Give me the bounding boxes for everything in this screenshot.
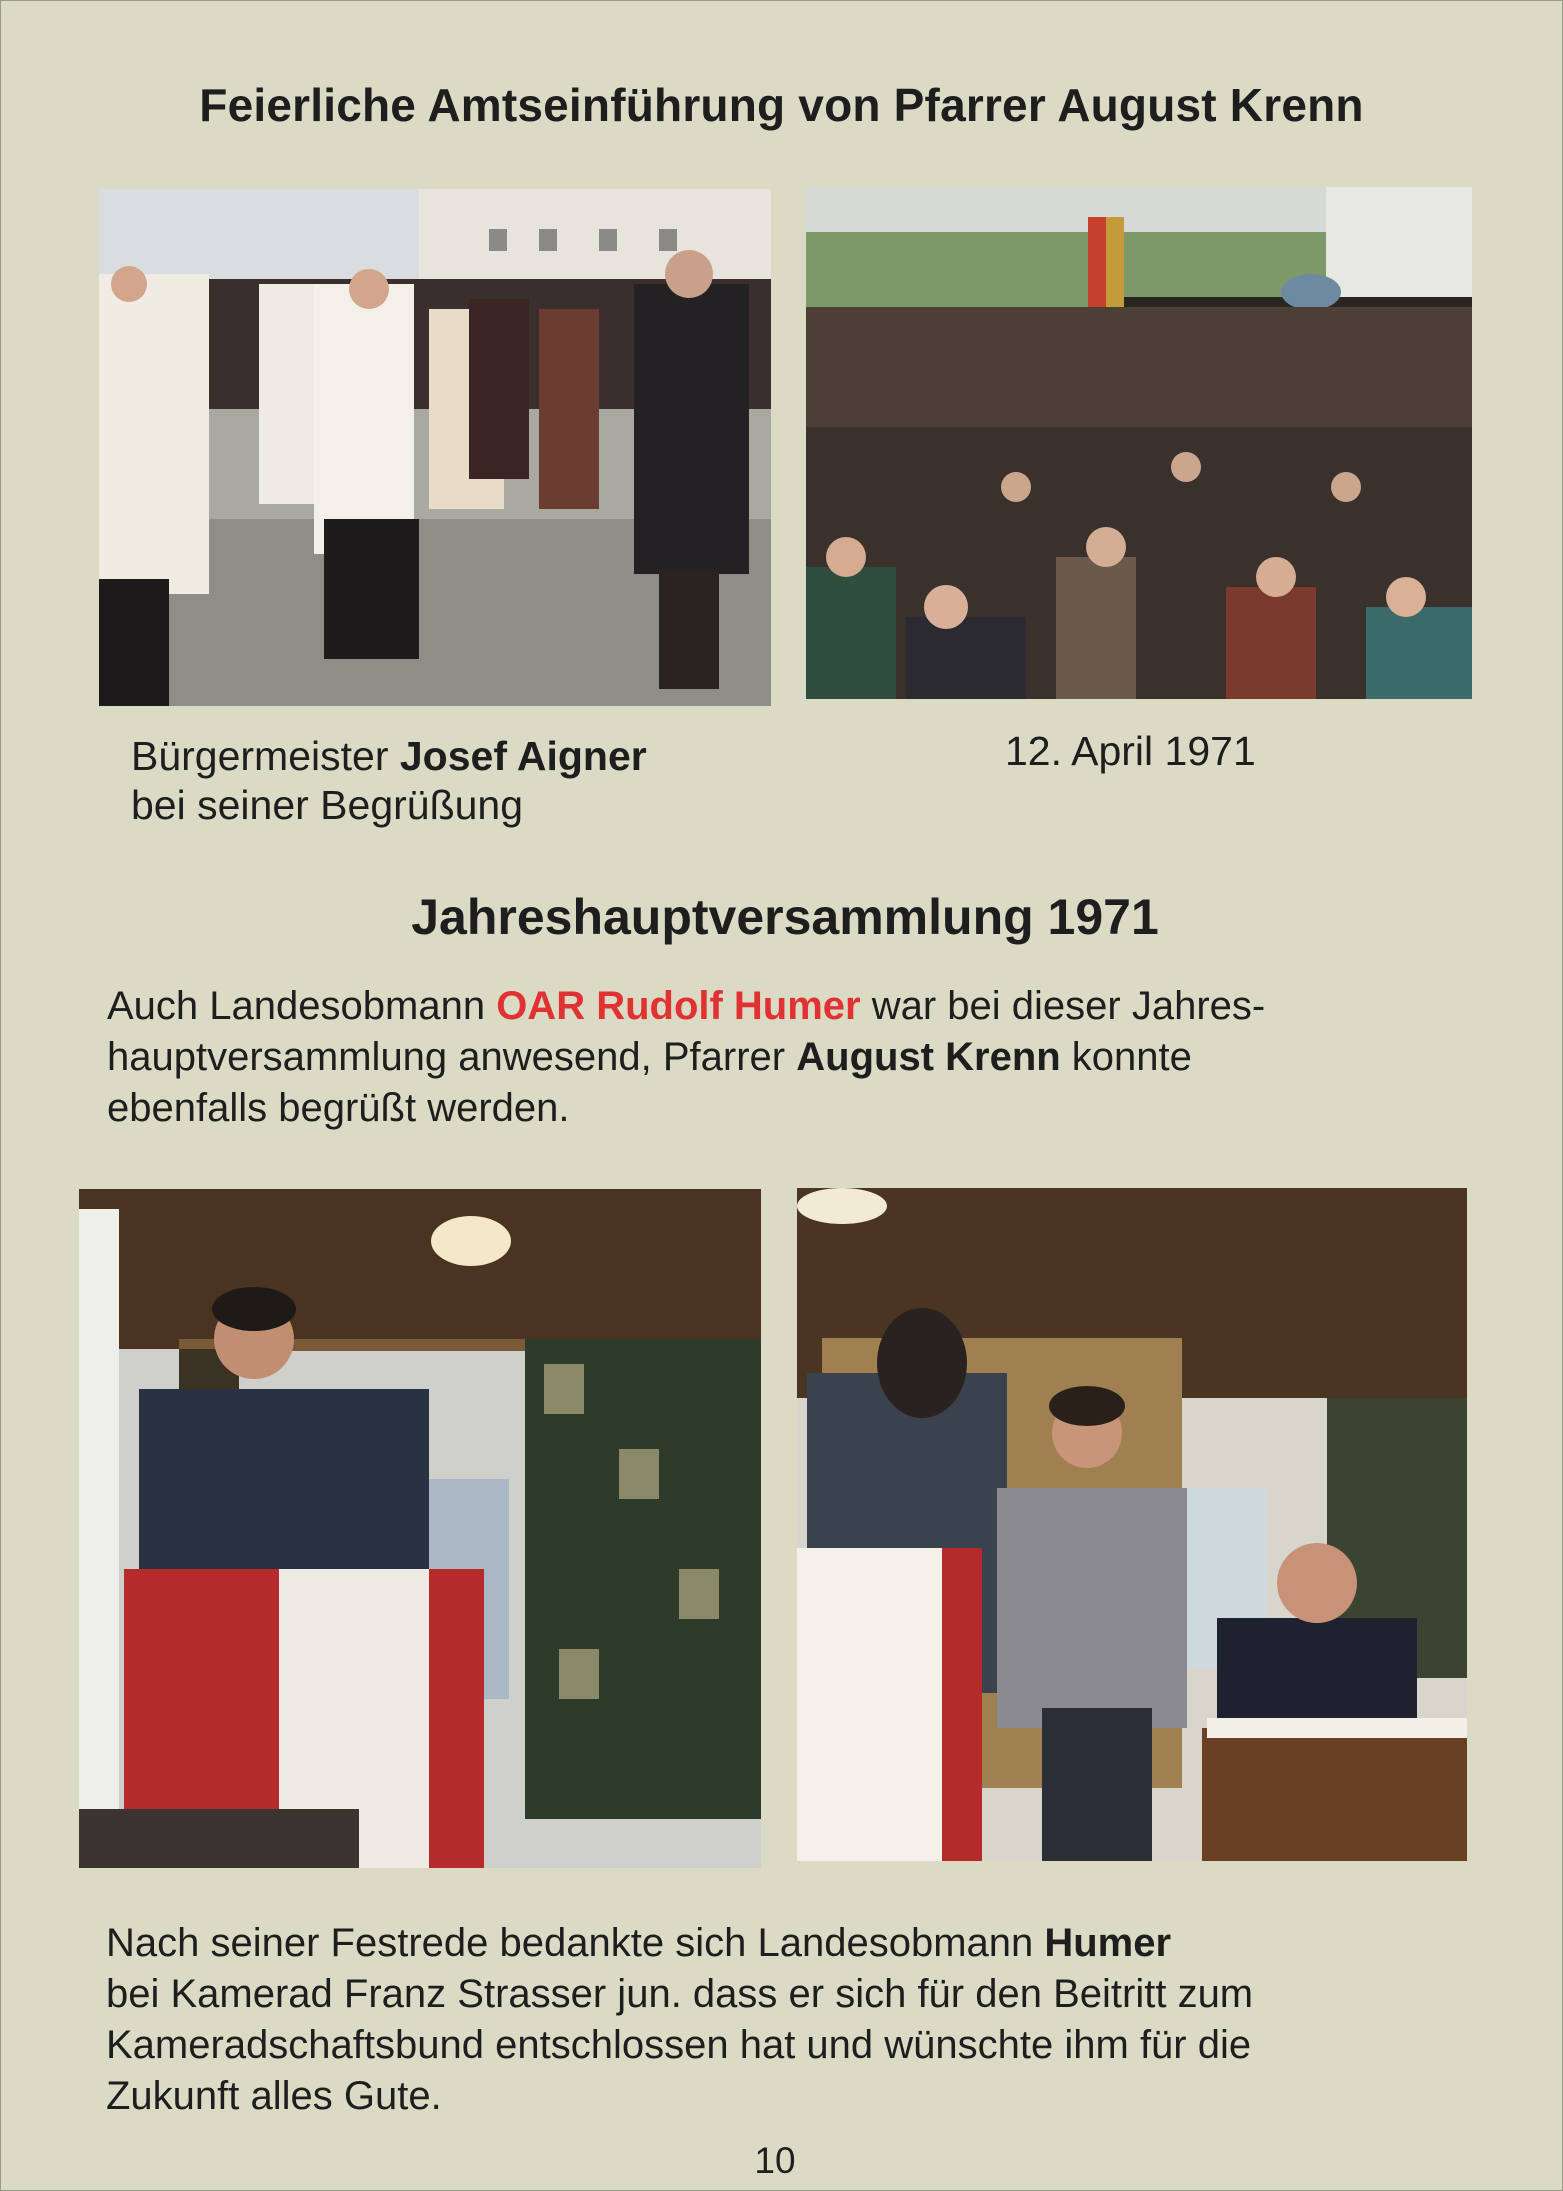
intro-part4: konnte (1060, 1035, 1192, 1079)
intro-bold-name: August Krenn (796, 1035, 1061, 1079)
closing-line4: Zukunft alles Gute. (106, 2074, 442, 2118)
page-number: 10 (754, 2140, 796, 2181)
intro-part2: war bei dieser Jahres- (860, 984, 1266, 1028)
photo-mayor-greeting (99, 189, 771, 706)
intro-part5: ebenfalls begrüßt werden. (107, 1086, 570, 1130)
intro-part3: hauptversammlung anwesend, Pfarrer (107, 1035, 797, 1079)
closing-part1: Nach seiner Festrede bedankte sich Landesobmann (106, 1921, 1045, 1965)
photo-speaker-lectern (79, 1189, 761, 1868)
caption-mayor (131, 732, 647, 830)
closing-line2: bei Kamerad Franz Strasser jun. dass er sich für den Beitritt zum (106, 1972, 1254, 2016)
closing-bold-name: Humer (1044, 1921, 1172, 1965)
section-heading-jahreshauptversammlung: Jahreshauptversammlung 1971 (411, 889, 1159, 945)
intro-paragraph (107, 981, 1527, 1134)
closing-paragraph (106, 1918, 1526, 2122)
caption-date: 12. April 1971 (1005, 728, 1256, 774)
page-title: Feierliche Amtseinführung von Pfarrer August Krenn (199, 79, 1364, 131)
photo-handshake (797, 1188, 1467, 1861)
intro-highlight-name: OAR Rudolf Humer (496, 984, 861, 1028)
photo-crowd-april-1971 (806, 187, 1472, 699)
closing-line3: Kameradschaftsbund entschlossen hat und wünschte ihm für die (106, 2023, 1252, 2067)
intro-part1: Auch Landesobmann (107, 984, 497, 1028)
caption-mayor-prefix: Bürgermeister (131, 733, 400, 779)
caption-mayor-name: Josef Aigner (399, 733, 647, 779)
caption-mayor-line2: bei seiner Begrüßung (131, 782, 524, 828)
